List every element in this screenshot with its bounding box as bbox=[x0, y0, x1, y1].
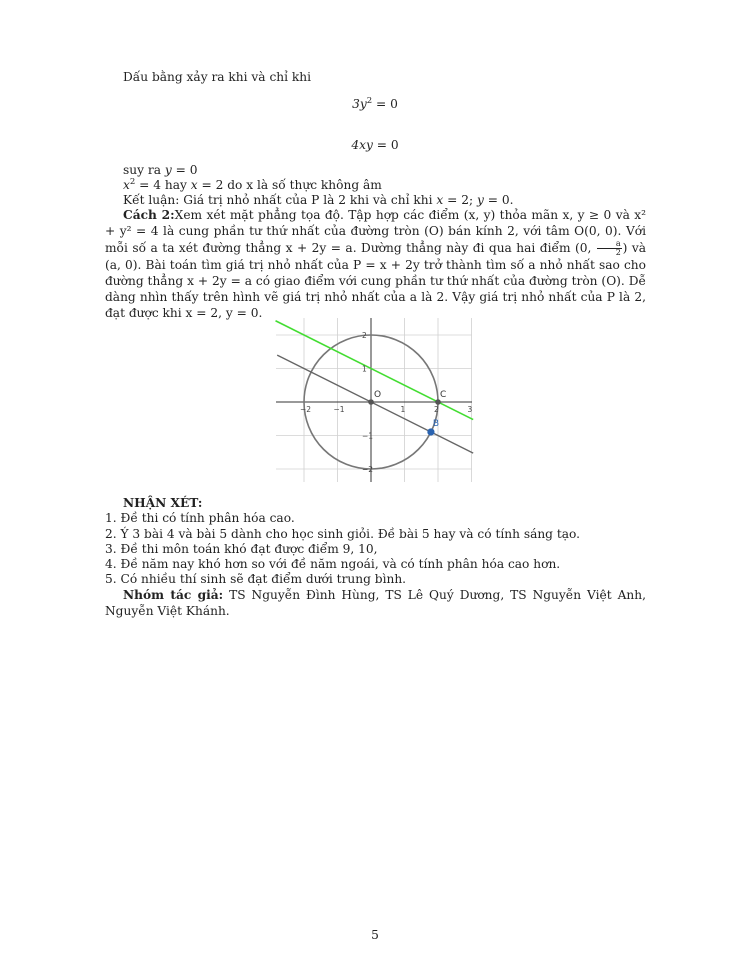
y-tick-label: −2 bbox=[362, 465, 374, 474]
x-tick-label: −1 bbox=[333, 405, 345, 414]
method-2-text-2: ) và (a, 0). Bài toán tìm giá trị nhỏ nhất của P = x + 2y trở thành tìm số a nhỏ nhất sao cho đường thẳng x + 2y = a có giao điểm với cung phần tư thứ nhất của đường tròn (O). Dễ dàng nhìn thấy trên hình vẽ giá trị nhỏ nhất của a là 2. Vậy giá trị nhỏ nhất của P là 2, đạt được khi x = 2, y = 0. bbox=[105, 240, 647, 321]
equation-2: 4xy = 0 bbox=[351, 138, 399, 152]
point-b-marker bbox=[427, 428, 434, 435]
y-tick-label: −1 bbox=[362, 431, 374, 441]
conclusion-x: $x^2 = 4$ hay x = 2 do x là số thực không âm bbox=[123, 176, 382, 192]
remark-item: 4. Đề năm nay khó hơn so với đề năm ngoái, và có tính phân hóa cao hơn. bbox=[105, 557, 561, 571]
coordinate-figure bbox=[274, 316, 474, 484]
label-o: O bbox=[374, 390, 382, 400]
authors-label: Nhóm tác giả: bbox=[123, 588, 224, 602]
method-2-label: Cách 2: bbox=[123, 208, 175, 222]
equation-1: $3y^2 = 0$ bbox=[352, 95, 398, 111]
label-c: C bbox=[440, 390, 447, 400]
remark-item: 1. Đề thi có tính phân hóa cao. bbox=[105, 511, 295, 525]
authors-paragraph bbox=[105, 587, 646, 620]
intro-line: Dấu bằng xảy ra khi và chỉ khi bbox=[123, 70, 312, 84]
remark-item: 2. Ý 3 bài 4 và bài 5 dành cho học sinh giỏi. Đề bài 5 hay và có tính sáng tạo. bbox=[105, 527, 581, 541]
authors-text: TS Nguyễn Đình Hùng, TS Lê Quý Dương, TS Nguyễn Việt Anh, Nguyễn Việt Khánh. bbox=[105, 588, 646, 619]
x-tick-label: −2 bbox=[300, 405, 312, 414]
fraction-a-over-2: $\frac{a}{2}$ bbox=[597, 240, 622, 257]
label-b: B bbox=[432, 418, 440, 429]
point-c-marker bbox=[435, 399, 441, 405]
figure-grid bbox=[276, 318, 472, 482]
x-tick-label: 3 bbox=[467, 405, 473, 414]
y-tick-label: 2 bbox=[362, 331, 367, 340]
y-tick-label: 1 bbox=[362, 364, 367, 374]
conclusion-line: Kết luận: Giá trị nhỏ nhất của P là 2 khi và chỉ khi x = 2; y = 0. bbox=[123, 193, 514, 207]
x-tick-label: 1 bbox=[400, 405, 406, 414]
remarks-title: NHẬN XÉT: bbox=[123, 496, 203, 510]
method-2-text-1: Xem xét mặt phẳng tọa độ. Tập hợp các điểm (x, y) thỏa mãn x, y ≥ 0 và x² + y² = 4 là cung phần tư thứ nhất của đường tròn (O) bán kính 2, với tâm O(0, 0). Với mỗi số a ta xét đường thẳng x + 2y = a. Dường thẳng này đi qua hai điểm (0, bbox=[105, 208, 646, 255]
page-number: 5 bbox=[371, 928, 379, 942]
x-tick-label: 2 bbox=[434, 405, 439, 414]
remark-item: 3. Đề thi môn toán khó đạt được điểm 9, 10, bbox=[105, 542, 378, 556]
remark-item: 5. Có nhiều thí sinh sẽ đạt điểm dưới trung bình. bbox=[105, 572, 407, 586]
point-o-marker bbox=[368, 399, 374, 405]
method-2-paragraph bbox=[105, 207, 646, 322]
conclusion-y: suy ra y = 0 bbox=[123, 163, 198, 177]
